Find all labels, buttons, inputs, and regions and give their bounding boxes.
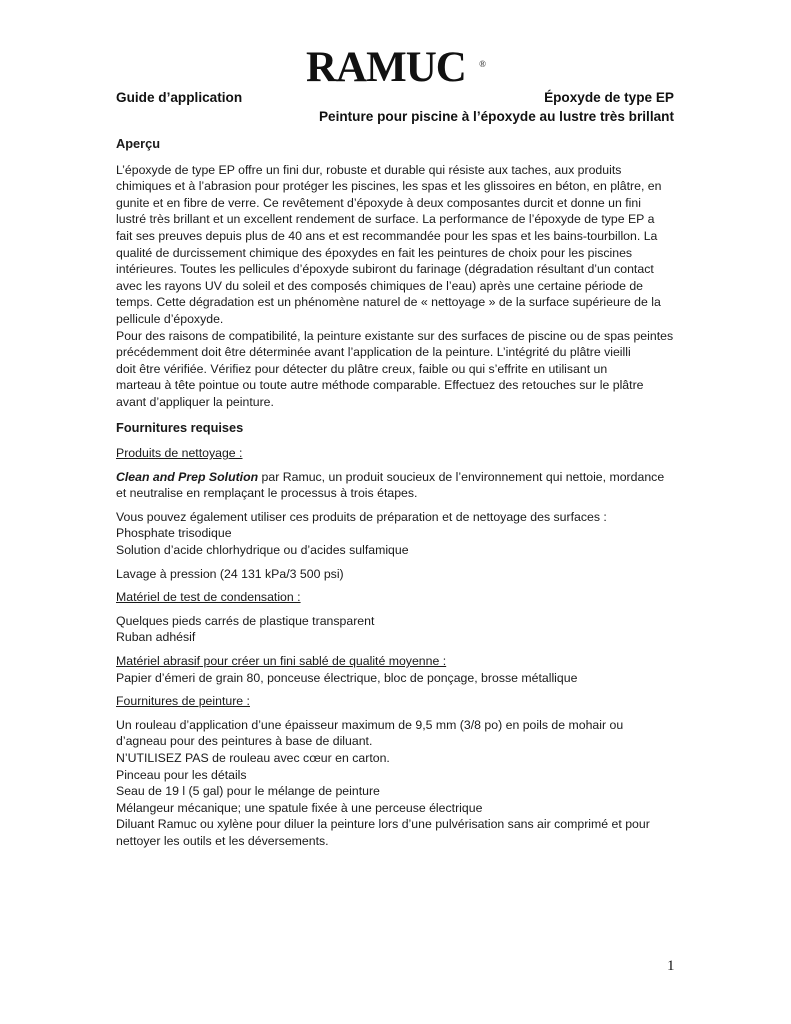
list-item: nettoyer les outils et les déversements. [116,833,329,848]
list-item: Un rouleau d’application d’une épaisseur maximum de 9,5 mm (3/8 po) en poils de mohair ou [116,717,624,732]
text-line: et neutralise en remplaçant le processus à trois étapes. [116,486,418,501]
fournitures-heading: Fournitures requises [116,419,244,435]
apercu-heading: Aperçu [116,136,161,151]
apercu-paragraph-1 [116,162,686,328]
logo-text: RAMUC [306,44,466,91]
alternative-products [116,509,686,559]
list-item: Phosphate trisodique [116,526,232,541]
list-item: Diluant Ramuc ou xylène pour diluer la peinture lors d’une pulvérisation sans air comprimé et pour [116,817,650,832]
clean-prep-product-name: Clean and Prep Solution [116,469,259,484]
text-line: temps. Cette dégradation est un phénomène naturel de « nettoyage » de la surface supérieure de la [116,295,661,310]
text-line: marteau à tête pointue ou toute autre méthode comparable. Effectuez des retouches sur le plâtre [116,378,644,393]
list-item: Solution d’acide chlorhydrique ou d’acides sulfamique [116,543,409,558]
product-subtitle: Peinture pour piscine à l’époxyde au lustre très brillant [318,109,674,124]
text-line: fait ses preuves depuis plus de 40 ans et est recommandée pour les spas et les bains-tourbillon. La [116,228,658,243]
text-line: qualité de durcissement chimique des époxydes en fait les peintures de choix pour les piscines [116,245,633,260]
document-body [116,136,686,850]
text-line: Pour des raisons de compatibilité, la peinture existante sur des surfaces de piscine ou de spas peintes [116,328,674,343]
list-item: Papier d’émeri de grain 80, ponceuse électrique, bloc de ponçage, brosse métallique [116,670,578,685]
text-line: par Ramuc, un produit soucieux de l’environnement qui nettoie, mordance [258,469,665,484]
ramuc-logo [306,44,486,91]
list-item: Seau de 19 l (5 gal) pour le mélange de peinture [116,784,380,799]
text-line: lustré très brillant et un excellent rendement de surface. La performance de l’époxyde de type EP a [116,212,655,227]
text-line: doit être vérifiée. Vérifiez pour détecter du plâtre creux, faible ou qui s’effrite en utilisant un [116,361,608,376]
clean-prep-paragraph [116,469,686,502]
list-item: Ruban adhésif [116,630,196,645]
nettoyage-label: Produits de nettoyage : [116,446,243,461]
lavage-line: Lavage à pression (24 131 kPa/3 500 psi) [116,566,344,581]
text-line: Vous pouvez également utiliser ces produits de préparation et de nettoyage des surfaces : [116,509,607,524]
list-item: Pinceau pour les détails [116,767,247,782]
text-line: avec les rayons UV du soleil et des composés chimiques de l’eau) après une certaine période de [116,278,644,293]
peinture-label: Fournitures de peinture : [116,694,250,709]
page-number: 1 [667,958,675,974]
text-line: précédemment doit être déterminée avant l’application de la peinture. L’intégrité du plâtre vieilli [116,345,631,360]
peinture-list [116,717,686,850]
text-line: chimiques et à l’abrasion pour protéger les piscines, les spas et les glissoires en béton, en plâtre, en [116,179,662,194]
text-line: L’époxyde de type EP offre un fini dur, robuste et durable qui résiste aux taches, aux produits [116,162,622,177]
abrasif-label: Matériel abrasif pour créer un fini sablé de qualité moyenne : [116,654,447,669]
list-item: d’agneau pour des peintures à base de diluant. [116,734,373,749]
apercu-paragraph-2 [116,328,686,411]
list-item: Quelques pieds carrés de plastique transparent [116,613,375,628]
text-line: intérieures. Toutes les pellicules d’époxyde subiront du farinage (dégradation résultant d’un contact [116,262,654,277]
registered-mark: ® [479,59,486,69]
text-line: avant d’appliquer la peinture. [116,394,274,409]
list-item: N’UTILISEZ PAS de rouleau avec cœur en carton. [116,751,390,765]
list-item: Mélangeur mécanique; une spatule fixée à une perceuse électrique [116,800,483,815]
text-line: pellicule d’époxyde. [116,311,224,326]
guide-title: Guide d’application [116,90,243,105]
condensation-label: Matériel de test de condensation : [116,590,301,605]
condensation-list [116,613,686,646]
text-line: gunite et en fibre de verre. Ce revêtement d’époxyde à deux composantes durcit et donne un fini [116,195,641,210]
product-title: Époxyde de type EP [544,90,674,105]
